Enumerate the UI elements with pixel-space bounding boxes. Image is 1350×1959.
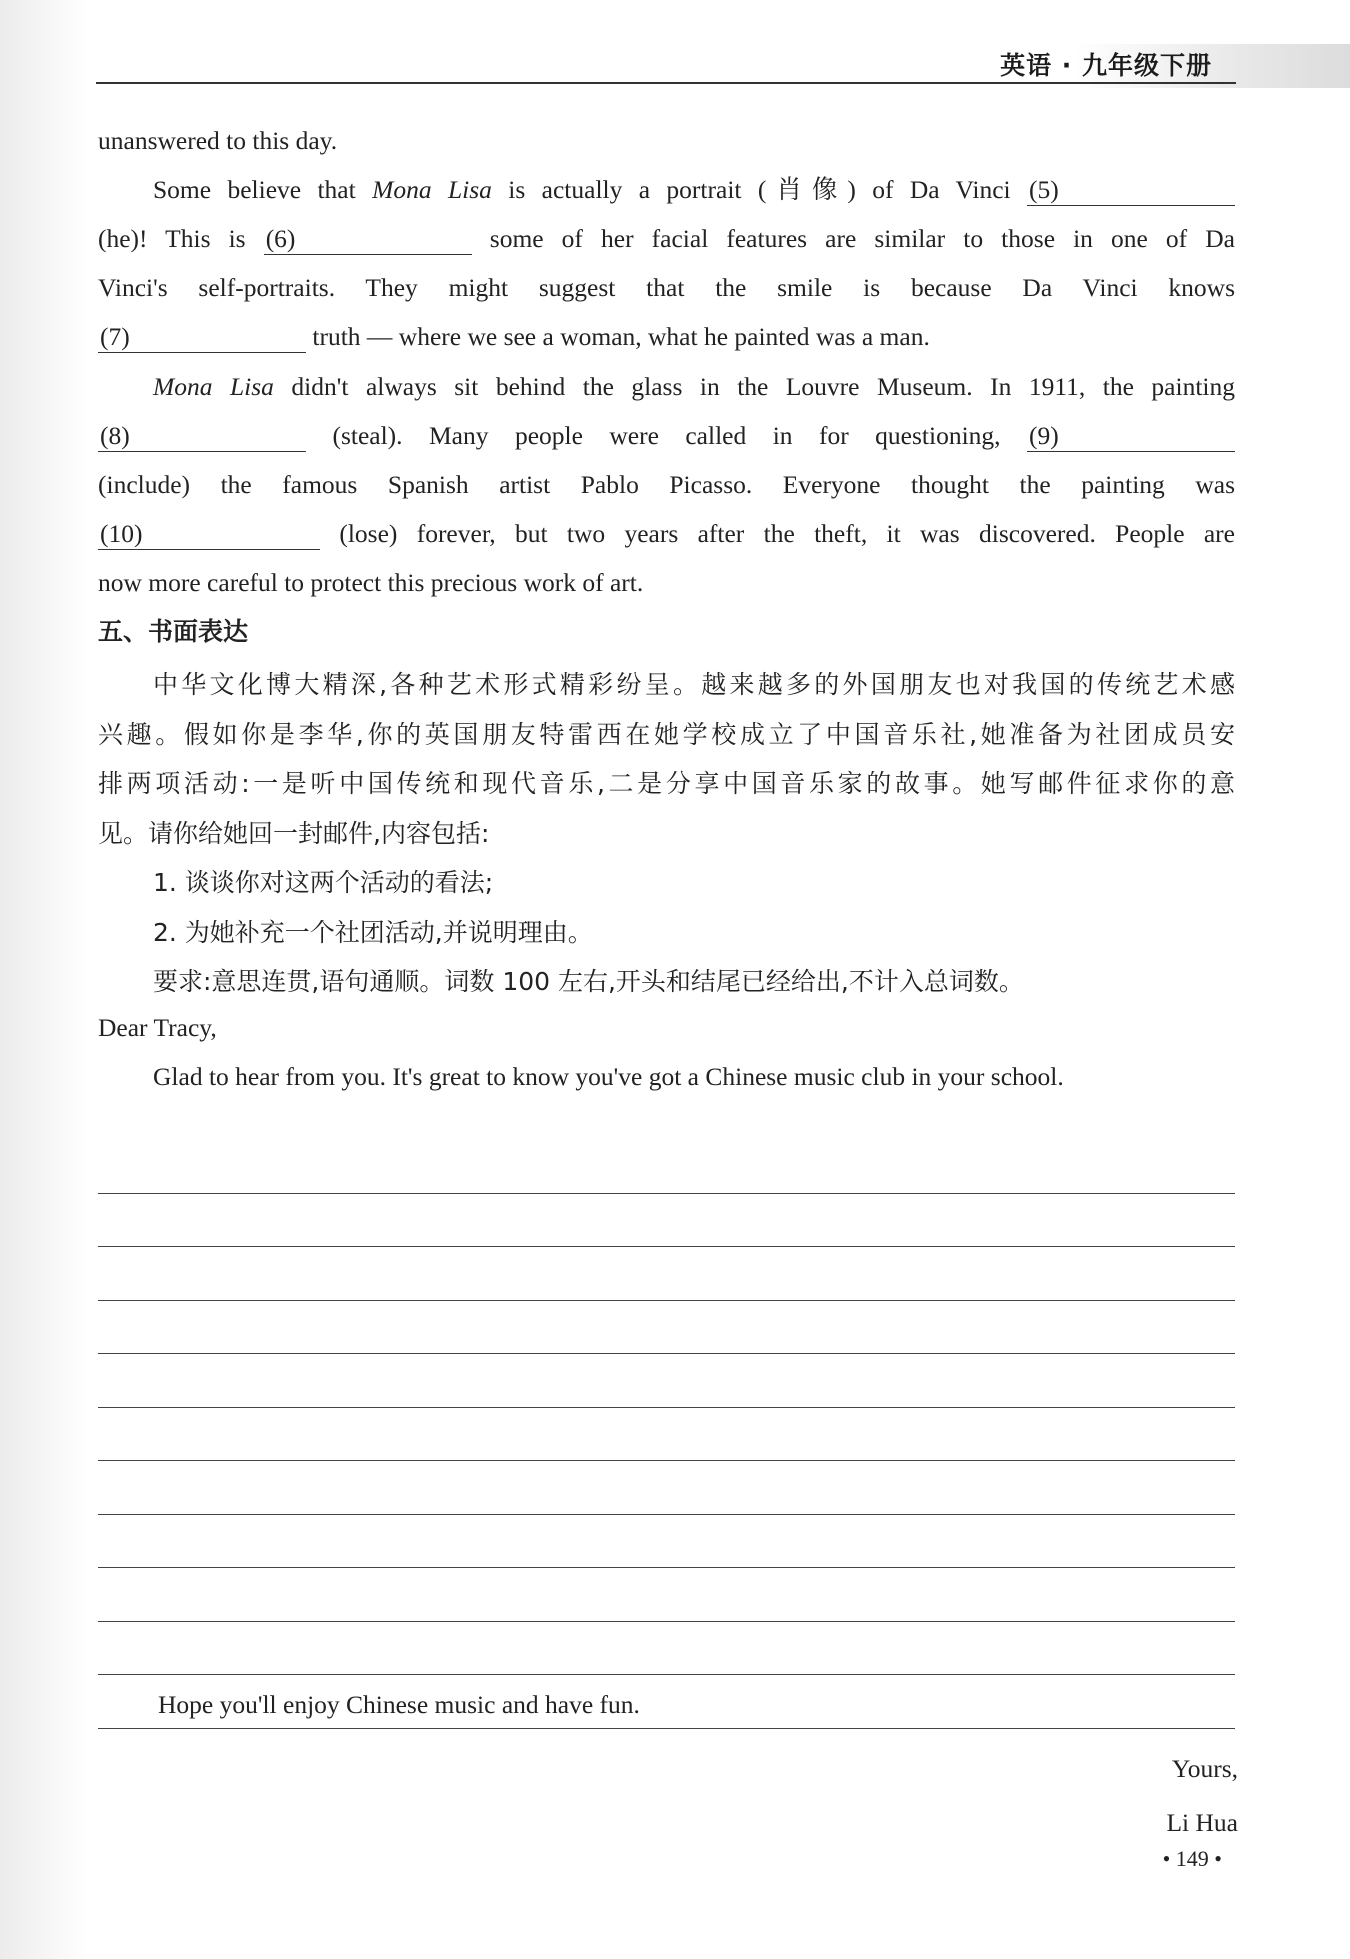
passage-paragraph-1 [98,165,1235,361]
passage-paragraph-2 [98,362,1235,607]
passage-line: unanswered to this day. [98,126,338,155]
writing-line[interactable] [98,1140,1235,1194]
writing-line[interactable] [98,1461,1235,1515]
prompt-line: 见。请你给她回一封邮件,内容包括: [98,818,490,848]
passage-line: Mona Lisa didn't always sit behind the glass in the Louvre Museum. In 1911, the painting [153,372,1235,401]
painting-title: Mona Lisa [153,372,274,401]
answer-blank-6[interactable]: (6) [264,224,472,255]
letter-signoff [1166,1742,1238,1850]
page-number: • 149 • [1162,1846,1222,1871]
prompt-line: 中华文化博大精深,各种艺术形式精彩纷呈。越来越多的外国朋友也对我国的传统艺术感 [153,670,1235,699]
passage-line: (include) the famous Spanish artist Pablo Picasso. Everyone thought the painting was [98,470,1235,499]
passage-line: Vinci's self-portraits. They might suggest that the smile is because Da Vinci knows [98,273,1235,302]
prompt-line: 排两项活动:一是听中国传统和现代音乐,二是分享中国音乐家的故事。她写邮件征求你的意 [98,769,1235,798]
passage-line: Some believe that Mona Lisa is actually a portrait (肖像) of Da Vinci (5) [98,165,1235,214]
answer-blank-8[interactable]: (8) [98,421,306,452]
passage-line: (he)! This is (6) some of her facial features are similar to those in one of Da [98,224,1235,253]
writing-area[interactable] [98,1140,1235,1729]
passage-line: (8) (steal). Many people were called in for questioning, (9) [98,411,1235,460]
letter-closing: Hope you'll enjoy Chinese music and have fun. [158,1690,640,1719]
writing-line[interactable] [98,1354,1235,1408]
writing-line[interactable] [98,1622,1235,1676]
letter-greeting: Dear Tracy, [98,1013,217,1042]
writing-line[interactable] [98,1408,1235,1462]
answer-blank-10[interactable]: (10) [98,519,320,550]
letter-start [98,1003,1235,1101]
header-rule [96,82,1236,84]
passage-line: (10) (lose) forever, but two years after the theft, it was discovered. People are [100,519,1235,548]
signoff-name: Li Hua [1166,1808,1238,1837]
book-title: 英语 · 九年级下册 [1000,51,1212,80]
prompt-line: 兴趣。假如你是李华,你的英国朋友特雷西在她学校成立了中国音乐社,她准备为社团成员安 [98,719,1235,749]
writing-line[interactable] [98,1194,1235,1248]
painting-title: Mona Lisa [372,175,492,204]
writing-prompt [98,660,1235,1007]
answer-blank-7[interactable]: (7) [98,322,306,353]
writing-line[interactable] [98,1247,1235,1301]
answer-blank-9[interactable]: (9) [1027,421,1235,452]
answer-blank-5[interactable]: (5) [1027,175,1235,206]
prompt-item-1: 1. 谈谈你对这两个活动的看法; [153,868,494,897]
letter-opening: Glad to hear from you. It's great to know you've got a Chinese music club in your school. [153,1062,1064,1091]
passage-line: now more careful to protect this precious work of art. [98,568,644,597]
section-heading: 五、书面表达 [98,617,249,646]
page-edge-shadow [0,0,90,1959]
prompt-item-2: 2. 为她补充一个社团活动,并说明理由。 [153,917,593,947]
passage-line: (7) truth — where we see a woman, what he painted was a man. [100,322,930,351]
writing-line[interactable] [98,1515,1235,1569]
signoff-word: Yours, [1171,1754,1238,1783]
writing-line[interactable] [98,1568,1235,1622]
writing-line[interactable] [98,1301,1235,1355]
passage-fragment [98,116,1235,165]
prompt-requirement: 要求:意思连贯,语句通顺。词数 100 左右,开头和结尾已经给出,不计入总词数。 [153,967,1024,996]
